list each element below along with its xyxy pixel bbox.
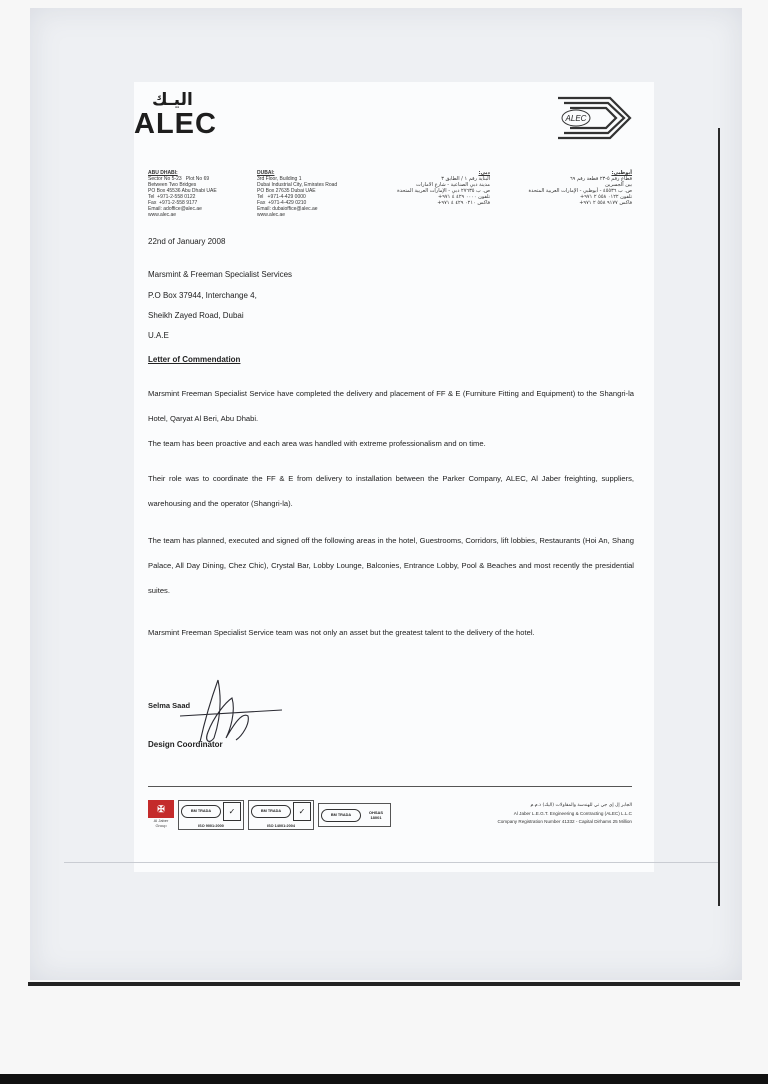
abu-dhabi-address <box>148 158 217 218</box>
company-name-arabic: الجابر إل إي جي تي للهندسة والمقاولات (اليك) ذ.م.م <box>530 803 632 808</box>
dubai-title-arabic: دبي: <box>478 170 490 176</box>
abu-dhabi-title: ABU DHABI: <box>148 170 178 176</box>
dubai-address <box>257 158 337 218</box>
scan-edge <box>718 128 720 906</box>
recipient-line: P.O Box 37944, Interchange 4, <box>148 291 257 300</box>
signer-title: Design Coordinator <box>148 740 223 749</box>
recipient-line: U.A.E <box>148 331 169 340</box>
letter-date: 22nd of January 2008 <box>148 237 226 246</box>
bm-trada-mark: BM TRADA <box>181 805 221 818</box>
recipient-line: Sheikh Zayed Road, Dubai <box>148 311 244 320</box>
dubai-address-arabic <box>360 158 490 206</box>
dubai-lines: 3rd Floor, Building 1 Dubai Industrial City, Emirates Road PO Box 27635 Dubai UAE Tel +971-4-429 0000 Fax +971-4-429 0210 Email: dubaioffice@alec.ae www.alec.ae <box>257 176 338 218</box>
scan-bottom-rule <box>28 982 740 986</box>
body-paragraph: The team has been proactive and each area was handled with extreme professionalism and on time. <box>148 439 486 448</box>
body-paragraph: Marsmint Freeman Specialist Service team was not only an asset but the greatest talent to the delivery of the hotel. <box>148 628 535 637</box>
company-logo-text: ALEC <box>134 108 217 140</box>
scan-bottom-band <box>0 1074 768 1084</box>
footer-divider <box>148 786 632 787</box>
iso-14001-caption: ISO 14001:2004 <box>267 824 295 828</box>
alec-logo-mark <box>550 92 636 144</box>
abu-dhabi-lines-arabic: قطاع رقم ٥-٢٣ قطعة رقم ٦٩ بين الجسرين ص. ب ٤٥٥٣٦ - أبوظبي - الإمارات العربية المتحدة تلفون ٠١٢٢ ٥٥٨ ٢ ٩٧١+ فاكس ٩١٧٧ ٥٥٨ ٢ ٩٧١+ <box>528 176 632 206</box>
dubai-lines-arabic: البناية رقم ١ / الطابق ٣ مدينة دبي الصناعية - شارع الامارات ص. ب ٢٧٦٣٥ دبي - الإمارات العربية المتحدة تلفون ٠٠٠٠ ٤٢٩ ٤ ٩٧١+ فاكس ٠٢١٠ ٤٢٩ ٤ ٩٧١+ <box>397 176 490 206</box>
logo-mark-label: ALEC <box>565 114 587 123</box>
aljaber-caption: Al Jaber Group <box>153 818 169 828</box>
iso-9001-certificate <box>178 800 244 830</box>
footer-logos <box>148 800 391 836</box>
company-registration: Company Registration Number 41332 - Capital Dirhams 25 Million <box>497 819 632 824</box>
aljaber-mark-icon: ✠ <box>148 800 174 818</box>
aljaber-group-logo <box>148 800 174 828</box>
iso-9001-caption: ISO 9001:2000 <box>198 824 224 828</box>
abu-dhabi-lines: Sector No 5-23 Plot No 69 Between Two Bridges PO Box 45536 Abu Dhabi UAE Tel +971-2-558 0122 Fax +971-2-558 9177 Email: adoffice@alec.ae www.alec.ae <box>148 176 217 218</box>
bm-trada-mark: BM TRADA <box>321 809 361 822</box>
iso-14001-certificate <box>248 800 314 830</box>
body-paragraph: Marsmint Freeman Specialist Service have completed the delivery and placement of FF & E (Furniture Fitting and Equipment) to the Shangri-la Hotel, Qaryat Al Beri, Abu Dhabi. <box>148 389 634 423</box>
abu-dhabi-address-arabic <box>498 158 632 206</box>
body-paragraph: The team has planned, executed and signed off the following areas in the hotel, Guestrooms, Corridors, lift lobbies, Restaurants (Hoi An, Shang Palace, All Day Dining, Chez Chic), Crystal Bar, Lobby Lounge, Balconies, Entrance Lobby, Pool & Beaches and most recently the presidential suites. <box>148 536 634 595</box>
ohsas-caption: OHSAS 18001 <box>368 810 384 820</box>
handwritten-signature <box>170 672 290 748</box>
ohsas-certificate <box>318 803 391 827</box>
recipient-line: Marsmint & Freeman Specialist Services <box>148 270 293 279</box>
dubai-title: DUBAI: <box>257 170 275 176</box>
logo-arabic-text: اليـك <box>152 90 193 110</box>
company-registration-block <box>400 802 632 826</box>
scan-artifact-line <box>64 862 718 863</box>
bm-trada-mark: BM TRADA <box>251 805 291 818</box>
company-name-english: Al Jaber L.E.G.T. Engineering & Contracting (ALEC) L.L.C <box>513 811 632 816</box>
ukas-check-icon: ✓ <box>293 802 311 821</box>
abu-dhabi-title-arabic: أبوظبي: <box>611 170 632 176</box>
body-paragraph: Their role was to coordinate the FF & E from delivery to installation between the Parker Company, ALEC, Al Jaber freighting, suppliers, warehousing and the operator (Shangri-la). <box>148 474 634 508</box>
letter-subject: Letter of Commendation <box>148 355 241 364</box>
ukas-check-icon: ✓ <box>223 802 241 821</box>
signer-name: Selma Saad <box>148 701 191 710</box>
